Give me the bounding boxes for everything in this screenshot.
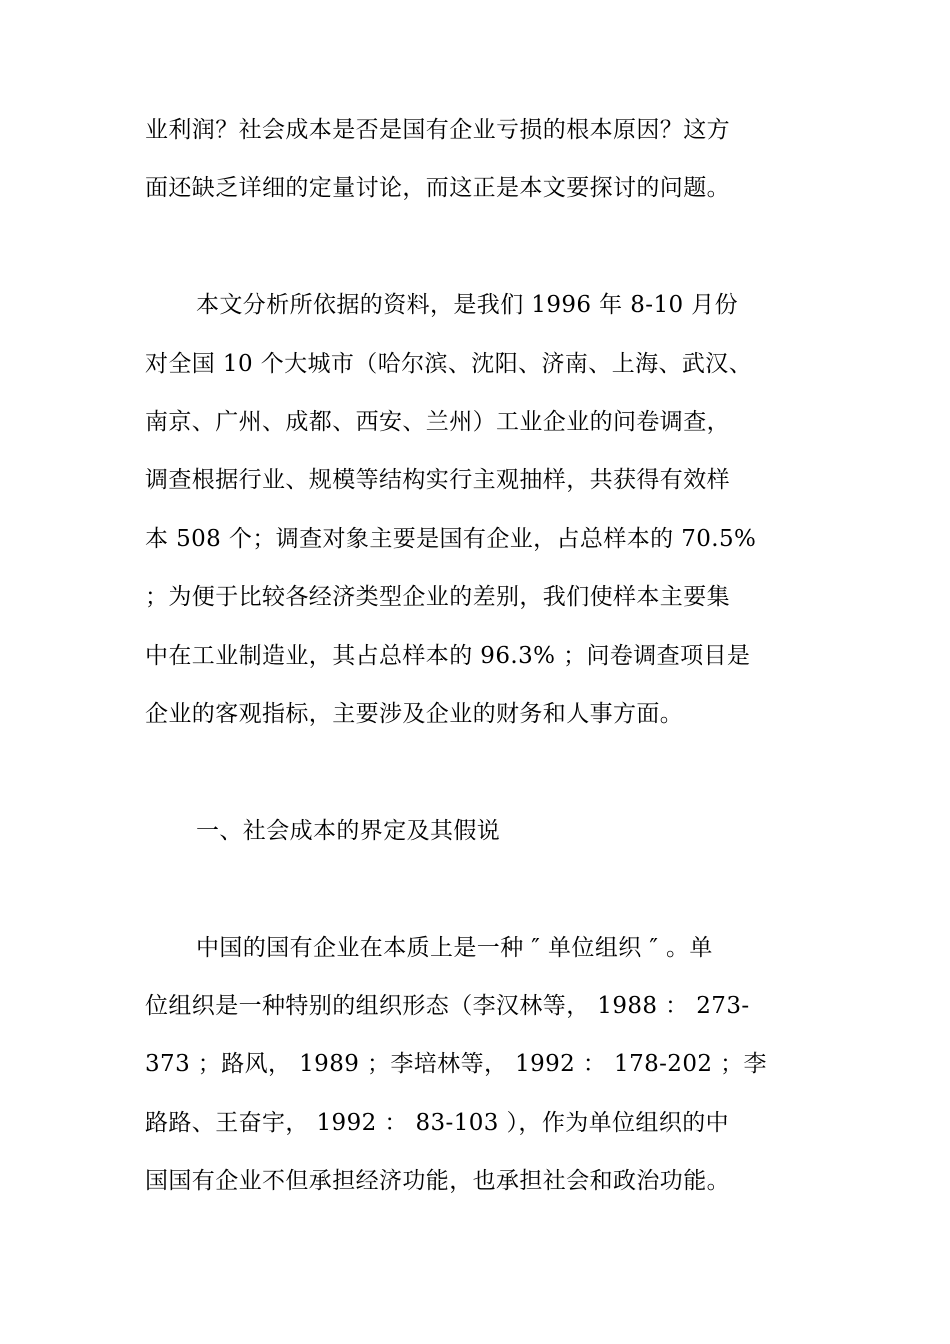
text-line: 业利润？社会成本是否是国有企业亏损的根本原因？这方: [145, 117, 730, 143]
text-line: 中国的国有企业在本质上是一种 ″ 单位组织 ″ 。单: [196, 935, 713, 961]
text-line: 面还缺乏详细的定量讨论，而这正是本文要探讨的问题。: [145, 175, 730, 201]
text-line: 本文分析所依据的资料，是我们 1996 年 8-10 月份: [196, 292, 739, 318]
text-line: 对全国 10 个大城市（哈尔滨、沈阳、济南、上海、武汉、: [145, 351, 753, 377]
text-line: 南京、广州、成都、西安、兰州）工业企业的问卷调查，: [145, 409, 730, 435]
text-line: 企业的客观指标，主要涉及企业的财务和人事方面。: [145, 701, 684, 727]
text-line: 调查根据行业、规模等结构实行主观抽样，共获得有效样: [145, 467, 730, 493]
text-line: 中在工业制造业，其占总样本的 96.3% ；问卷调查项目是: [145, 643, 751, 669]
text-line: 373 ；路风， 1989 ；李培林等， 1992 ： 178-202 ；李: [145, 1051, 767, 1077]
text-line: 路路、王奋宇， 1992 ： 83-103 ），作为单位组织的中: [145, 1110, 730, 1136]
text-line: 国国有企业不但承担经济功能，也承担社会和政治功能。: [145, 1168, 730, 1194]
heading-text: 一、社会成本的界定及其假说: [196, 818, 501, 844]
text-line: 位组织是一种特别的组织形态（李汉林等， 1988 ： 273-: [145, 993, 750, 1019]
text-line: ；为便于比较各经济类型企业的差别，我们使样本主要集: [145, 584, 730, 610]
text-line: 本 508 个；调查对象主要是国有企业，占总样本的 70.5%: [145, 526, 757, 552]
